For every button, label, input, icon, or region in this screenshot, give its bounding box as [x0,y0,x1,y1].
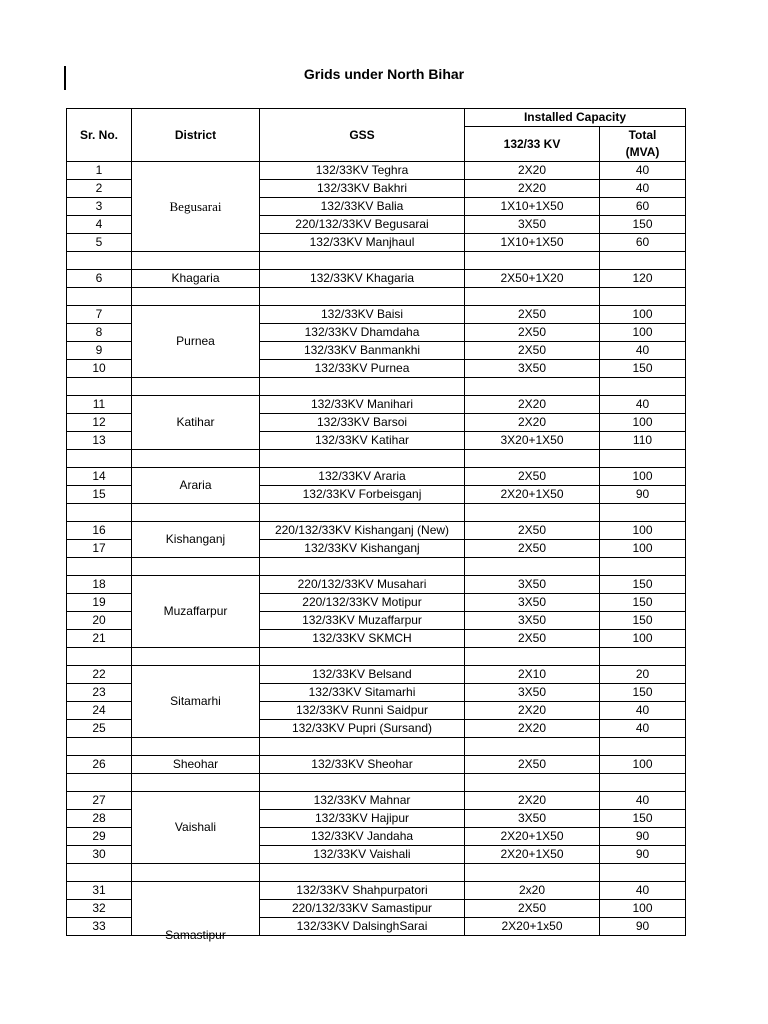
total-cell: 100 [600,756,686,774]
empty-cell [132,288,260,306]
gss-cell: 132/33KV DalsinghSarai [260,918,465,936]
gss-cell: 132/33KV Pupri (Sursand) [260,720,465,738]
empty-cell [132,504,260,522]
gss-cell: 220/132/33KV Samastipur [260,900,465,918]
district-label: Sheohar [172,757,219,771]
kv-cell: 3X50 [465,612,600,630]
kv-cell: 2X20 [465,180,600,198]
kv-cell: 2X50 [465,630,600,648]
sr-no-cell: 27 [67,792,132,810]
sr-no-cell: 14 [67,468,132,486]
gss-cell: 220/132/33KV Motipur [260,594,465,612]
district-label: Vaishali [174,820,217,834]
empty-cell [465,504,600,522]
empty-cell [600,648,686,666]
district-cell [132,792,260,864]
gss-cell: 132/33KV Araria [260,468,465,486]
empty-cell [600,504,686,522]
gss-cell: 132/33KV Dhamdaha [260,324,465,342]
empty-cell [465,648,600,666]
kv-cell: 3X50 [465,684,600,702]
sr-no-cell: 15 [67,486,132,504]
table-row [67,468,686,486]
header-total-unit: (MVA) [625,145,660,159]
empty-cell [260,738,465,756]
kv-cell: 3X20+1X50 [465,432,600,450]
empty-cell [67,504,132,522]
empty-cell [465,558,600,576]
gss-cell: 132/33KV Khagaria [260,270,465,288]
table-row [67,396,686,414]
district-label: Muzaffarpur [163,604,228,618]
total-cell: 150 [600,612,686,630]
sr-no-cell: 16 [67,522,132,540]
empty-cell [132,558,260,576]
empty-cell [465,378,600,396]
separator-row [67,504,686,522]
empty-cell [260,648,465,666]
gss-cell: 132/33KV Runni Saidpur [260,702,465,720]
total-cell: 100 [600,522,686,540]
total-cell: 40 [600,180,686,198]
sr-no-cell: 11 [67,396,132,414]
table-row [67,666,686,684]
empty-cell [260,504,465,522]
total-cell: 90 [600,846,686,864]
total-cell: 100 [600,324,686,342]
separator-row [67,558,686,576]
gss-cell: 132/33KV Jandaha [260,828,465,846]
kv-cell: 2X20+1X50 [465,486,600,504]
kv-cell: 3X50 [465,216,600,234]
district-cell [132,396,260,450]
kv-cell: 2X50 [465,756,600,774]
empty-cell [260,558,465,576]
gss-cell: 132/33KV Balia [260,198,465,216]
total-cell: 20 [600,666,686,684]
table-row [67,522,686,540]
kv-cell: 2X20 [465,396,600,414]
kv-cell: 2X50+1X20 [465,270,600,288]
gss-cell: 132/33KV Manihari [260,396,465,414]
gss-cell: 132/33KV Mahnar [260,792,465,810]
gss-cell: 132/33KV Forbeisganj [260,486,465,504]
sr-no-cell: 3 [67,198,132,216]
kv-cell: 2X50 [465,324,600,342]
total-cell: 150 [600,684,686,702]
district-label: Samastipur [165,928,226,942]
sr-no-cell: 1 [67,162,132,180]
sr-no-cell: 13 [67,432,132,450]
total-cell: 40 [600,702,686,720]
kv-cell: 2x20 [465,882,600,900]
empty-cell [260,378,465,396]
gss-cell: 132/33KV Purnea [260,360,465,378]
header-district: District [132,109,260,162]
separator-row [67,648,686,666]
header-total-label: Total [628,128,657,142]
empty-cell [600,558,686,576]
total-cell: 40 [600,396,686,414]
gss-cell: 132/33KV Baisi [260,306,465,324]
total-cell: 40 [600,882,686,900]
empty-cell [132,648,260,666]
total-cell: 150 [600,810,686,828]
total-cell: 150 [600,594,686,612]
empty-cell [67,864,132,882]
sr-no-cell: 2 [67,180,132,198]
kv-cell: 2X20 [465,162,600,180]
table-row [67,576,686,594]
sr-no-cell: 10 [67,360,132,378]
district-cell [132,162,260,252]
kv-cell: 3X50 [465,594,600,612]
total-cell: 60 [600,198,686,216]
gss-cell: 132/33KV SKMCH [260,630,465,648]
header-sr-no: Sr. No. [67,109,132,162]
empty-cell [600,378,686,396]
empty-cell [132,738,260,756]
sr-no-cell: 12 [67,414,132,432]
kv-cell: 2X20 [465,720,600,738]
district-cell [132,468,260,504]
empty-cell [600,864,686,882]
gss-cell: 132/33KV Katihar [260,432,465,450]
kv-cell: 2X20+1x50 [465,918,600,936]
separator-row [67,774,686,792]
empty-cell [465,450,600,468]
district-cell [132,666,260,738]
kv-cell: 2X20 [465,702,600,720]
district-label: Begusarai [169,199,222,214]
empty-cell [260,288,465,306]
empty-cell [600,252,686,270]
separator-row [67,252,686,270]
sr-no-cell: 5 [67,234,132,252]
total-cell: 100 [600,468,686,486]
district-label: Kishanganj [165,532,226,546]
district-cell [132,306,260,378]
sr-no-cell: 33 [67,918,132,936]
total-cell: 40 [600,792,686,810]
district-cell [132,576,260,648]
district-cell [132,522,260,558]
kv-cell: 2X20+1X50 [465,846,600,864]
kv-cell: 3X50 [465,360,600,378]
table-row [67,756,686,774]
total-cell: 40 [600,342,686,360]
total-cell: 60 [600,234,686,252]
header-gss: GSS [260,109,465,162]
empty-cell [600,288,686,306]
district-label: Purnea [176,334,215,348]
gss-cell: 132/33KV Kishanganj [260,540,465,558]
kv-cell: 2X50 [465,468,600,486]
sr-no-cell: 19 [67,594,132,612]
gss-cell: 132/33KV Vaishali [260,846,465,864]
sr-no-cell: 29 [67,828,132,846]
header-kv: 132/33 KV [465,127,600,162]
district-label: Katihar [176,415,215,429]
total-cell: 90 [600,486,686,504]
sr-no-cell: 8 [67,324,132,342]
kv-cell: 2X50 [465,540,600,558]
table-row [67,306,686,324]
separator-row [67,738,686,756]
kv-cell: 2X50 [465,342,600,360]
total-cell: 40 [600,720,686,738]
empty-cell [132,864,260,882]
sr-no-cell: 4 [67,216,132,234]
total-cell: 100 [600,414,686,432]
district-cell [132,882,260,942]
kv-cell: 2X50 [465,900,600,918]
table-row [67,882,686,900]
empty-cell [600,738,686,756]
district-label: Sitamarhi [170,694,221,708]
total-cell: 100 [600,630,686,648]
sr-no-cell: 25 [67,720,132,738]
empty-cell [260,774,465,792]
gss-cell: 220/132/33KV Musahari [260,576,465,594]
separator-row [67,378,686,396]
gss-cell: 220/132/33KV Begusarai [260,216,465,234]
empty-cell [465,774,600,792]
table-body [67,162,686,942]
gss-cell: 132/33KV Muzaffarpur [260,612,465,630]
gss-cell: 132/33KV Shahpurpatori [260,882,465,900]
gss-cell: 132/33KV Hajipur [260,810,465,828]
empty-cell [67,378,132,396]
kv-cell: 2X20 [465,414,600,432]
empty-cell [67,774,132,792]
table-row [67,792,686,810]
empty-cell [67,738,132,756]
empty-cell [600,774,686,792]
header-total [600,127,686,162]
sr-no-cell: 22 [67,666,132,684]
table-header [67,109,686,162]
gss-cell: 132/33KV Sitamarhi [260,684,465,702]
district-cell [132,756,260,774]
total-cell: 150 [600,576,686,594]
sr-no-cell: 30 [67,846,132,864]
sr-no-cell: 28 [67,810,132,828]
gss-cell: 132/33KV Barsoi [260,414,465,432]
sr-no-cell: 18 [67,576,132,594]
kv-cell: 2X50 [465,306,600,324]
grids-table [66,108,686,942]
sr-no-cell: 23 [67,684,132,702]
separator-row [67,450,686,468]
kv-cell: 2X50 [465,522,600,540]
sr-no-cell: 26 [67,756,132,774]
empty-cell [132,252,260,270]
gss-cell: 132/33KV Bakhri [260,180,465,198]
total-cell: 100 [600,306,686,324]
table-row [67,270,686,288]
empty-cell [67,558,132,576]
kv-cell: 1X10+1X50 [465,234,600,252]
total-cell: 150 [600,216,686,234]
kv-cell: 3X50 [465,810,600,828]
empty-cell [67,450,132,468]
gss-cell: 132/33KV Sheohar [260,756,465,774]
district-label: Khagaria [171,271,220,285]
separator-row [67,288,686,306]
kv-cell: 1X10+1X50 [465,198,600,216]
gss-cell: 132/33KV Teghra [260,162,465,180]
sr-no-cell: 21 [67,630,132,648]
kv-cell: 3X50 [465,576,600,594]
total-cell: 90 [600,828,686,846]
district-cell [132,270,260,288]
empty-cell [132,378,260,396]
total-cell: 110 [600,432,686,450]
kv-cell: 2X20+1X50 [465,828,600,846]
total-cell: 150 [600,360,686,378]
sr-no-cell: 24 [67,702,132,720]
district-label: Araria [179,478,212,492]
gss-cell: 220/132/33KV Kishanganj (New) [260,522,465,540]
sr-no-cell: 9 [67,342,132,360]
empty-cell [260,450,465,468]
total-cell: 90 [600,918,686,936]
gss-cell: 132/33KV Belsand [260,666,465,684]
sr-no-cell: 32 [67,900,132,918]
empty-cell [132,450,260,468]
empty-cell [67,252,132,270]
gss-cell: 132/33KV Manjhaul [260,234,465,252]
empty-cell [465,288,600,306]
empty-cell [260,864,465,882]
sr-no-cell: 17 [67,540,132,558]
sr-no-cell: 31 [67,882,132,900]
empty-cell [465,738,600,756]
sr-no-cell: 6 [67,270,132,288]
empty-cell [465,864,600,882]
total-cell: 120 [600,270,686,288]
kv-cell: 2X10 [465,666,600,684]
page-title: Grids under North Bihar [303,66,465,82]
gss-cell: 132/33KV Banmankhi [260,342,465,360]
total-cell: 100 [600,540,686,558]
empty-cell [67,288,132,306]
kv-cell: 2X20 [465,792,600,810]
empty-cell [600,450,686,468]
header-installed-capacity: Installed Capacity [465,109,686,127]
empty-cell [465,252,600,270]
empty-cell [132,774,260,792]
empty-cell [260,252,465,270]
sr-no-cell: 7 [67,306,132,324]
sr-no-cell: 20 [67,612,132,630]
separator-row [67,864,686,882]
table-row [67,162,686,180]
empty-cell [67,648,132,666]
total-cell: 100 [600,900,686,918]
total-cell: 40 [600,162,686,180]
